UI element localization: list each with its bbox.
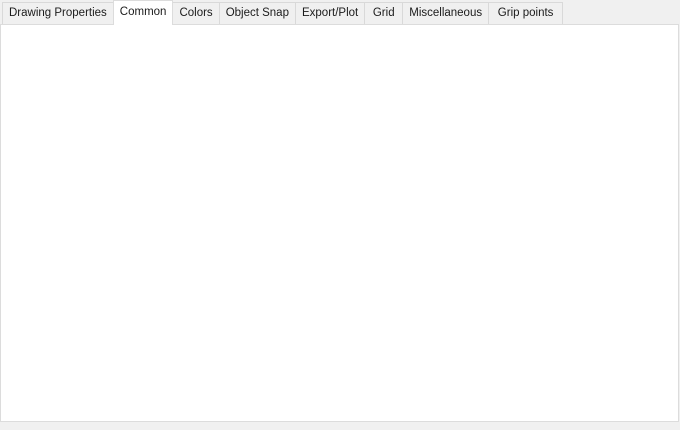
tab-export-plot[interactable]: Export/Plot bbox=[295, 2, 365, 24]
tab-drawing-properties[interactable]: Drawing Properties bbox=[2, 2, 114, 24]
tab-miscellaneous[interactable]: Miscellaneous bbox=[402, 2, 489, 24]
tab-object-snap[interactable]: Object Snap bbox=[219, 2, 296, 24]
tab-common[interactable]: Common bbox=[113, 0, 174, 25]
tab-colors[interactable]: Colors bbox=[172, 2, 219, 24]
tab-grip-points[interactable]: Grip points bbox=[488, 2, 563, 24]
tab-page-common bbox=[0, 24, 679, 422]
tab-grid[interactable]: Grid bbox=[364, 2, 403, 24]
tab-strip bbox=[2, 0, 563, 25]
